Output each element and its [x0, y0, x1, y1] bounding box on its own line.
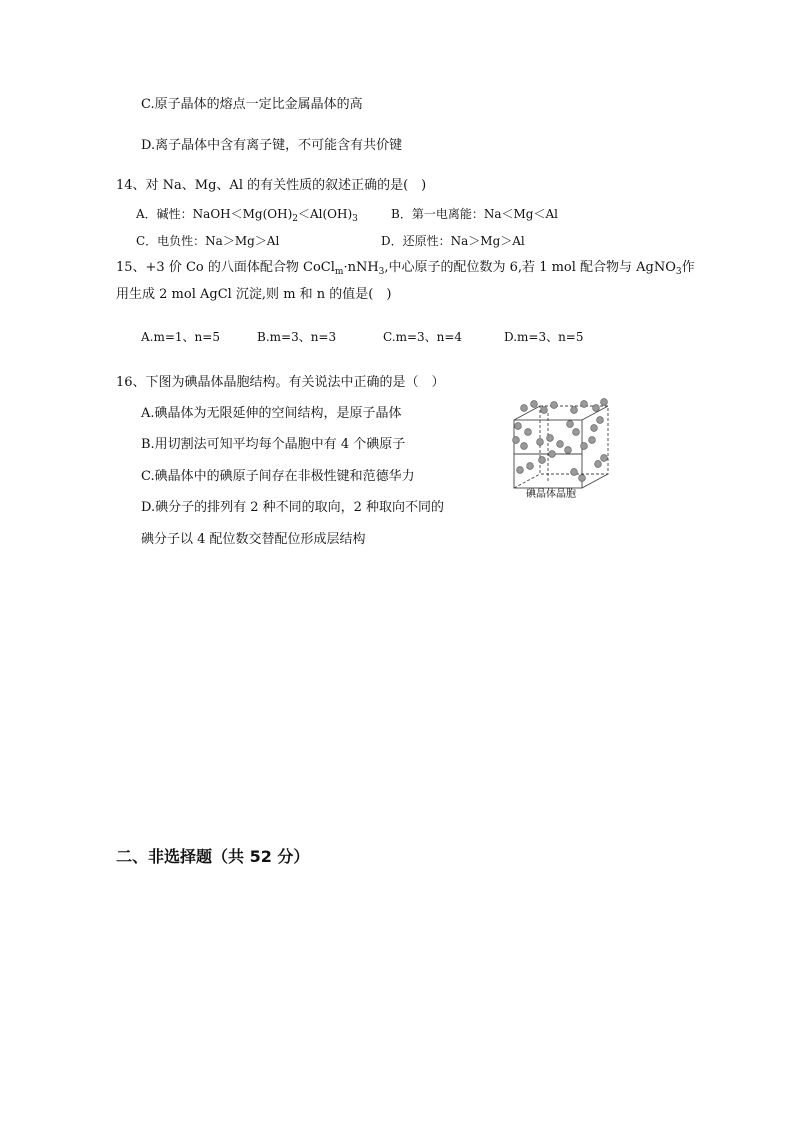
q14-option-a: A．碱性：$NaOH<Mg(OH)_2<Al(OH)_3$	[136, 207, 358, 224]
q16-option-b: B.用切割法可知平均每个晶胞中有 4 个碘原子	[141, 437, 406, 452]
figure-caption: 碘晶体晶胞	[526, 489, 576, 500]
q16-option-c: C.碘晶体中的碘原子间存在非极性键和范德华力	[141, 469, 415, 484]
q16-option-d-line2: 碘分子以 4 配位数交替配位形成层结构	[141, 532, 366, 547]
section-title: 二、非选择题（共 52 分）	[116, 847, 310, 866]
q15-option-b: B.m=3、n=3	[257, 330, 337, 344]
q15-option-d: D.m=3、n=5	[504, 330, 584, 344]
q13-option-d: D.离子晶体中含有离子键，不可能含有共价键	[141, 138, 403, 153]
q14-option-c: C．电负性：Na＞Mg＞Al	[136, 234, 280, 248]
q15-stem-line1: 15、+3 价 Co 的八面体配合物 CoCl$_m$·nNH$_3$,中心原子的配位数为 6,若 1 mol 配合物与 AgNO$_3$作	[116, 260, 695, 277]
q13-option-c: C.原子晶体的熔点一定比金属晶体的高	[141, 97, 363, 112]
q16-option-d-line1: D.碘分子的排列有 2 种不同的取向，2 种取向不同的	[141, 500, 445, 515]
q15-stem-line2: 用生成 2 mol AgCl 沉淀,则 m 和 n 的值是( )	[116, 287, 392, 302]
q14-option-d: D．还原性：Na＞Mg＞Al	[381, 234, 525, 248]
q16-option-a: A.碘晶体为无限延伸的空间结构，是原子晶体	[141, 406, 402, 421]
q15-option-a: A.m=1、n=5	[141, 330, 220, 344]
q15-option-c: C.m=3、n=4	[383, 330, 463, 344]
q16-stem: 16、下图为碘晶体晶胞结构。有关说法中正确的是（ ）	[116, 375, 445, 390]
q14-option-b: B．第一电离能：Na＜Mg＜Al	[391, 207, 558, 221]
q14-stem: 14、对 Na、Mg、Al 的有关性质的叙述正确的是( )	[116, 178, 427, 193]
